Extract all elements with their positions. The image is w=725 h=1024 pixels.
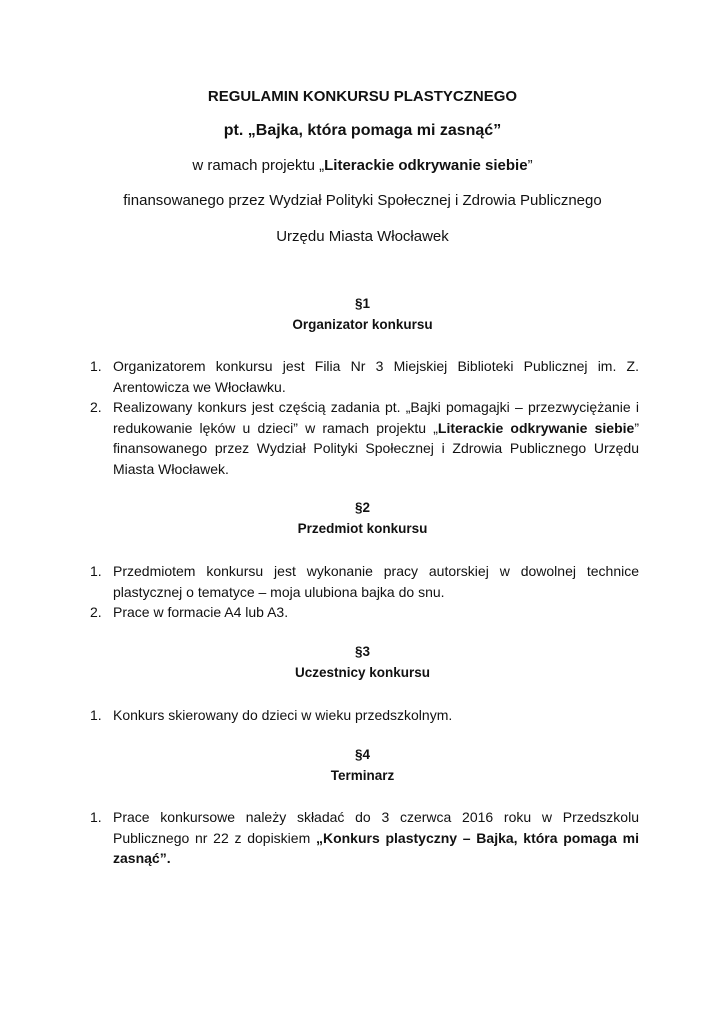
section-2-title: Przedmiot konkursu <box>297 521 428 536</box>
list-item <box>90 397 639 479</box>
item-number: 2. <box>90 604 102 620</box>
project-line <box>0 157 725 174</box>
section-2-list <box>90 561 639 623</box>
project-name: Literackie odkrywanie siebie <box>324 157 528 174</box>
item-number: 1. <box>90 563 102 579</box>
item-bold-text: Literackie odkrywanie siebie <box>437 419 635 436</box>
section-3-list <box>90 705 639 726</box>
item-bold-text: „Konkurs plastyczny – Bajka, która pomaga mi zasnąć”. <box>113 829 639 866</box>
list-item <box>90 561 639 602</box>
item-text: Konkurs skierowany do dzieci w wieku przedszkolnym. <box>113 707 453 723</box>
item-number: 1. <box>90 707 102 723</box>
item-number: 2. <box>90 399 102 415</box>
list-item <box>90 807 639 869</box>
item-number: 1. <box>90 358 102 374</box>
section-1-list <box>90 356 639 479</box>
office-line: Urzędu Miasta Włocławek <box>276 228 449 245</box>
item-text: Prace w formacie A4 lub A3. <box>113 604 289 620</box>
section-3-number: §3 <box>354 644 371 659</box>
section-1-number: §1 <box>354 296 371 311</box>
item-number: 1. <box>90 809 102 825</box>
section-4-title: Terminarz <box>330 768 395 783</box>
list-item <box>90 602 639 623</box>
project-suffix: ” <box>527 157 533 174</box>
funding-line: finansowanego przez Wydział Polityki Społecznej i Zdrowia Publicznego <box>123 192 602 209</box>
item-text: ” finansowanego przez Wydział Polityki Społecznej i Zdrowia Publicznego Urzędu Miasta Włocławek. <box>113 419 639 477</box>
list-item <box>90 705 639 726</box>
item-text: Organizatorem konkursu jest Filia Nr 3 Miejskiej Biblioteki Publicznej im. Z. Arentowicza we Włocławku. <box>113 358 639 395</box>
project-prefix: w ramach projektu „ <box>192 157 325 174</box>
item-text: Przedmiotem konkursu jest wykonanie pracy autorskiej w dowolnej technice plastycznej o tematyce – moja ulubiona bajka do snu. <box>113 563 639 600</box>
section-1-title: Organizator konkursu <box>292 317 433 332</box>
item-text: Prace konkursowe należy składać do 3 czerwca 2016 roku w Przedszkolu Publicznego nr 22 z dopiskiem <box>113 809 639 846</box>
section-3-title: Uczestnicy konkursu <box>294 665 431 680</box>
item-text: Realizowany konkurs jest częścią zadania pt. „Bajki pomagajki – przezwyciężanie i redukowanie lęków u dzieci” w ramach projektu „ <box>113 399 639 436</box>
section-4-list <box>90 807 639 869</box>
document-subtitle: pt. „Bajka, która pomaga mi zasnąć” <box>223 122 502 139</box>
list-item <box>90 356 639 397</box>
section-4-number: §4 <box>354 747 371 762</box>
section-2-number: §2 <box>354 500 371 515</box>
document-title: REGULAMIN KONKURSU PLASTYCZNEGO <box>207 88 518 105</box>
